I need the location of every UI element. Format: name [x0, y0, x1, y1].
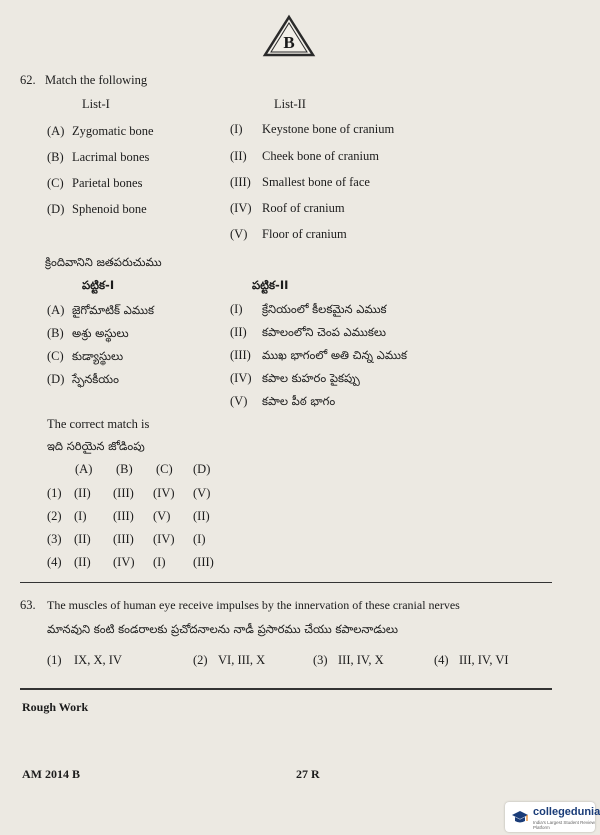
q63-option-text: III, IV, VI: [459, 653, 509, 667]
rough-work-divider: [20, 688, 552, 690]
telugu-list2-item: కపాల పీఠ భాగం: [262, 394, 336, 408]
option-cell: (IV): [153, 486, 175, 500]
option-cell: (V): [193, 486, 211, 500]
telugu-list2-label: (II): [230, 325, 247, 339]
option-cell: (I): [74, 509, 87, 523]
telugu-list1-item: స్ఫేనకీయం: [72, 372, 119, 386]
option-number: (3): [47, 532, 62, 546]
telugu-list1-item: అశ్రు అస్థులు: [72, 326, 129, 340]
list2-label: (I): [230, 122, 243, 136]
answer-header-cell: (C): [156, 462, 173, 476]
list1-label: (B): [47, 150, 64, 164]
q63-telugu: మానవుని కంటి కండరాలకు ప్రచోదనాలను నాడీ ప్రసారము చేయు కపాలనాడులు: [47, 622, 398, 636]
list2-heading: List-II: [274, 97, 306, 111]
option-cell: (III): [113, 486, 134, 500]
q63-option-text: III, IV, X: [338, 653, 384, 667]
watermark-brand: collegedunia: [533, 806, 600, 818]
list2-label: (II): [230, 149, 247, 163]
telugu-list2-item: కపాలంలోని చెంప ఎముకలు: [262, 325, 386, 339]
list1-item: Parietal bones: [72, 176, 143, 190]
list1-heading: List-I: [82, 97, 110, 111]
telugu-list2-heading: పట్టిక-II: [252, 278, 289, 292]
option-cell: (III): [113, 532, 134, 546]
telugu-list2-item: ముఖ భాగంలో అతి చిన్న ఎముక: [262, 348, 407, 362]
option-number: (1): [47, 486, 62, 500]
option-cell: (I): [153, 555, 166, 569]
option-cell: (II): [74, 486, 91, 500]
option-cell: (II): [193, 509, 210, 523]
graduation-cap-icon: [511, 810, 529, 829]
list2-label: (III): [230, 175, 251, 189]
question-divider: [20, 582, 552, 583]
option-cell: (IV): [153, 532, 175, 546]
q62-number: 62.: [20, 73, 36, 87]
list1-item: Sphenoid bone: [72, 202, 147, 216]
list1-item: Lacrimal bones: [72, 150, 150, 164]
booklet-code: AM 2014 B: [22, 767, 80, 781]
telugu-list1-item: జైగోమాటిక్ ఎముక: [72, 303, 154, 317]
rough-work-label: Rough Work: [22, 700, 89, 714]
q63-option-number: (2): [193, 653, 208, 667]
list2-label: (V): [230, 227, 248, 241]
q63-number: 63.: [20, 598, 36, 612]
list2-label: (IV): [230, 201, 252, 215]
list1-label: (C): [47, 176, 64, 190]
option-cell: (II): [74, 532, 91, 546]
q63-option-number: (3): [313, 653, 328, 667]
q63-option-text: VI, III, X: [218, 653, 266, 667]
booklet-code-letter: B: [283, 33, 295, 52]
telugu-list2-label: (IV): [230, 371, 252, 385]
booklet-code-logo: [262, 14, 316, 58]
collegedunia-watermark: [505, 802, 600, 832]
answer-header-cell: (B): [116, 462, 133, 476]
telugu-list2-item: క్రేనియంలో కీలకమైన ఎముక: [262, 302, 387, 316]
list2-item: Roof of cranium: [262, 201, 345, 215]
option-cell: (III): [113, 509, 134, 523]
list1-item: Zygomatic bone: [72, 124, 154, 138]
list1-label: (D): [47, 202, 65, 216]
q63-option-number: (4): [434, 653, 449, 667]
list2-item: Floor of cranium: [262, 227, 347, 241]
telugu-list2-label: (I): [230, 302, 243, 316]
q63-option-number: (1): [47, 653, 62, 667]
option-cell: (IV): [113, 555, 135, 569]
option-cell: (I): [193, 532, 206, 546]
telugu-prompt: క్రిందివానిని జతపరుచుము: [45, 255, 162, 269]
telugu-list2-label: (III): [230, 348, 251, 362]
telugu-list1-label: (A): [47, 303, 65, 317]
correct-match-label: The correct match is: [47, 417, 150, 431]
page-number: 27 R: [296, 767, 320, 781]
telugu-list2-item: కపాల కుహరం పైకప్పు: [262, 371, 360, 385]
q62-prompt: Match the following: [45, 73, 148, 87]
telugu-list1-label: (D): [47, 372, 65, 386]
answer-header-cell: (D): [193, 462, 211, 476]
option-number: (4): [47, 555, 62, 569]
list2-item: Smallest bone of face: [262, 175, 370, 189]
q63-option-text: IX, X, IV: [74, 653, 122, 667]
telugu-list1-item: కుడ్యాస్థులు: [72, 349, 124, 363]
watermark-tagline: India's Largest Student Review Platform: [533, 820, 595, 830]
option-cell: (II): [74, 555, 91, 569]
answer-header-cell: (A): [75, 462, 93, 476]
q63-text: The muscles of human eye receive impulses by the innervation of these cranial nerves: [47, 598, 460, 612]
list1-label: (A): [47, 124, 65, 138]
list2-item: Cheek bone of cranium: [262, 149, 379, 163]
option-cell: (V): [153, 509, 171, 523]
list2-item: Keystone bone of cranium: [262, 122, 395, 136]
telugu-list1-label: (B): [47, 326, 64, 340]
telugu-list1-label: (C): [47, 349, 64, 363]
correct-match-telugu: ఇది సరియైన జోడింపు: [47, 439, 145, 453]
option-cell: (III): [193, 555, 214, 569]
telugu-list1-heading: పట్టిక-I: [82, 278, 115, 292]
telugu-list2-label: (V): [230, 394, 248, 408]
option-number: (2): [47, 509, 62, 523]
